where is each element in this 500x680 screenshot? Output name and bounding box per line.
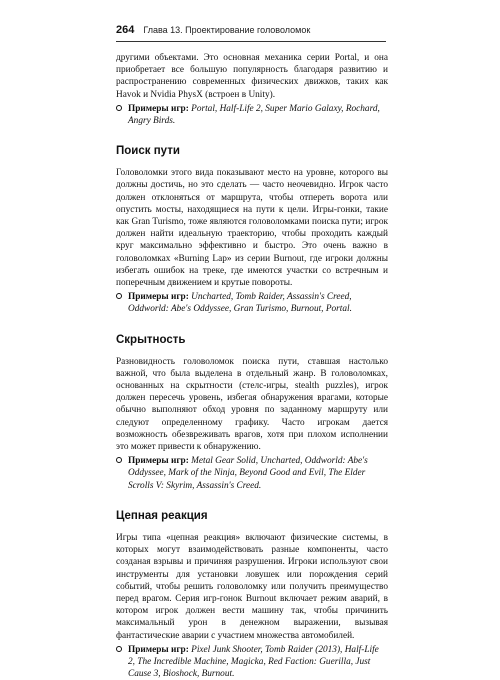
intro-paragraph: другими объектами. Это основная механика серии Portal, и она приобретает все большую популярность благодаря развитию и распространению современных физических движков, таких как Havok и Nvidia PhysX (встроен в Unity). [116,53,388,100]
page-number: 264 [116,24,135,36]
section-body-pathfinding: Головоломки этого вида показывают место на уровне, которого вы должны достичь, но это сделать — часто неочевидно. Игрок часто должен отклоняться от маршрута, чтобы отпереть ворота или опустить мосты, находящиеся на пути к цели. Игры-гонки, такие как Gran Turismo, тоже являются головоломками поиска пути; игрок должен найти идеальную траекторию, чтобы проходить каждый круг максимально эффективно и быстро. Это очень важно в головоломках «Burning Lap» из серии Burnout, где игроки должны избегать ошибок на треке, где имеются участки со встречным и поперечным движением и крутые повороты. [116,168,388,289]
header-rule [116,41,386,42]
running-head: Глава 13. Проектирование головоломок [143,25,311,35]
section-title-stealth: Скрытность [116,333,186,346]
chain-reaction-examples [116,644,388,680]
bullet-icon [116,644,128,652]
bullet-icon [116,103,128,111]
page-header [116,24,388,38]
intro-examples [116,103,388,127]
examples-label: Примеры игр: [128,456,189,467]
bullet-icon [116,291,128,299]
examples-games: Pixel Junk Shooter, Tomb Raider (2013), Half-Life 2, The Incredible Machine, Magicka, Red Faction: Guerilla, Just Cause 3, Bioshock, Burnout. [128,644,379,680]
page-content [116,52,388,680]
examples-label: Примеры игр: [128,292,189,303]
bullet-icon [116,455,128,463]
section-title-chain-reaction: Цепная реакция [116,509,208,522]
section-title-pathfinding: Поиск пути [116,145,180,158]
examples-games: Uncharted, Tomb Raider, Assassin's Creed, Oddworld: Abe's Oddyssee, Gran Turismo, Burnout, Portal. [128,292,352,315]
stealth-examples [116,455,388,492]
examples-label: Примеры игр: [128,644,189,655]
examples-games: Metal Gear Solid, Uncharted, Oddworld: Abe's Oddyssee, Mark of the Ninja, Beyond Good and Evil, The Elder Scrolls V: Skyrim, Assassin's Creed. [128,456,368,491]
pathfinding-examples [116,291,388,315]
section-body-stealth: Разновидность головоломок поиска пути, ставшая настолько важной, что была выделена в отдельный жанр. В головоломках, основанных на скрытности (стелс-игры, stealth puzzles), игрок должен пересечь уровень, избегая обнаружения врагами, которые обычно выполняют обход уровня по заданному маршруту или следуют определенному графику. Часто игрокам дается возможность обезвреживать врагов, хотя при плохом исполнении это может привести к обнаружению. [116,356,388,453]
section-body-chain-reaction: Игры типа «цепная реакция» включают физические системы, в которых могут взаимодействовать разные компоненты, часто созданая взрывы и причиняя разрушения. Игроки используют свои инструменты для установки ловушек или порождения серий событий, чтобы решить головоломку или получить преимущество перед врагом. Серия игр-гонок Burnout включает режим аварий, в котором игрок должен вести машину так, чтобы причинить максимальный урон в денежном выражении, вызывая фантастические аварии с участием множества автомобилей. [116,532,388,641]
examples-label: Примеры игр: [128,103,189,114]
examples-games: Portal, Half-Life 2, Super Mario Galaxy, Rochard, Angry Birds. [128,103,380,127]
